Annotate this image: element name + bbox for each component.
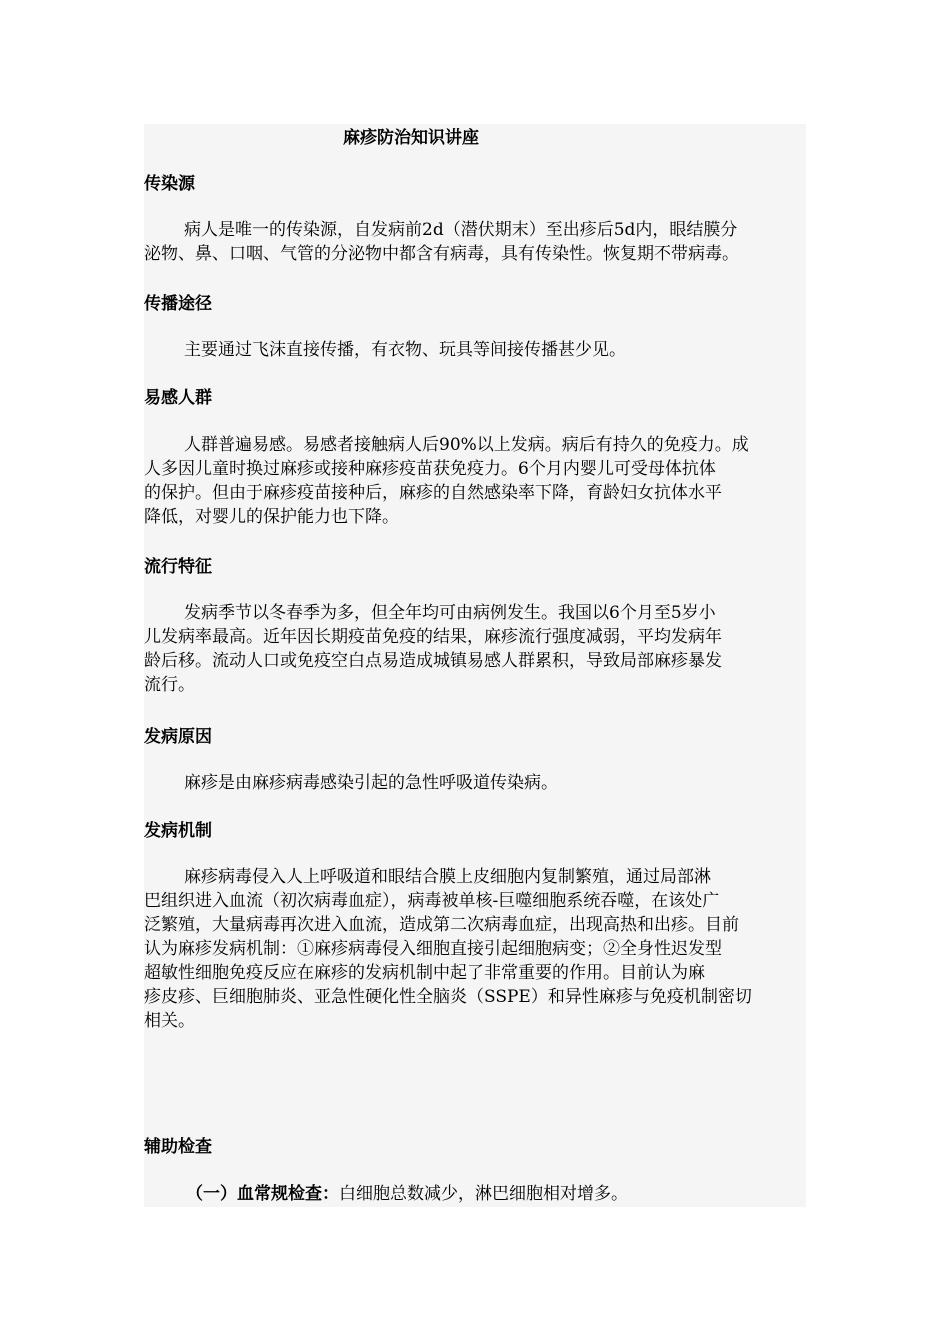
paragraph-line: 流行。 <box>144 675 195 695</box>
paragraph-line: 疹皮疹、巨细胞肺炎、亚急性硬化性全脑炎（SSPE）和异性麻疹与免疫机制密切 <box>144 987 752 1007</box>
section-paragraph-source <box>144 218 806 266</box>
section-paragraph-epidemic <box>144 601 806 697</box>
paragraph-line: 儿发病率最高。近年因长期疫苗免疫的结果，麻疹流行强度减弱，平均发病年 <box>144 627 722 647</box>
paragraph-line: 主要通过飞沫直接传播，有衣物、玩具等间接传播甚少见。 <box>184 340 626 360</box>
section-heading-auxiliary-exam: 辅助检查 <box>144 1137 212 1157</box>
section-heading-source: 传染源 <box>144 174 195 194</box>
paragraph-line: 的保护。但由于麻疹疫苗接种后，麻疹的自然感染率下降，育龄妇女抗体水平 <box>144 483 722 503</box>
section-heading-mechanism: 发病机制 <box>144 821 212 841</box>
section-paragraph-cause <box>144 771 806 795</box>
paragraph-line: 超敏性细胞免疫反应在麻疹的发病机制中起了非常重要的作用。目前认为麻 <box>144 963 705 983</box>
section-heading-epidemic: 流行特征 <box>144 557 212 577</box>
paragraph-line: 相关。 <box>144 1011 195 1031</box>
paragraph-line: 发病季节以冬春季为多，但全年均可由病例发生。我国以6个月至5岁小 <box>184 603 716 623</box>
section-heading-cause: 发病原因 <box>144 727 212 747</box>
section-heading-susceptible: 易感人群 <box>144 388 212 408</box>
blood-routine-label: （一）血常规检查： <box>186 1184 339 1204</box>
paragraph-line <box>144 1182 806 1206</box>
section-paragraph-auxiliary-exam <box>144 1182 806 1206</box>
paragraph-line: 泛繁殖，大量病毒再次进入血流，造成第二次病毒血症，出现高热和出疹。目前 <box>144 915 739 935</box>
paragraph-line: 巴组织进入血流（初次病毒血症），病毒被单核-巨噬细胞系统吞噬，在该处广 <box>144 891 720 911</box>
section-paragraph-mechanism <box>144 865 806 1033</box>
paragraph-line: 人群普遍易感。易感者接触病人后90%以上发病。病后有持久的免疫力。成 <box>184 435 749 455</box>
document-title: 麻疹防治知识讲座 <box>343 128 479 148</box>
paragraph-line: 麻疹病毒侵入人上呼吸道和眼结合膜上皮细胞内复制繁殖，通过局部淋 <box>184 867 711 887</box>
section-paragraph-susceptible <box>144 433 806 529</box>
paragraph-line: 病人是唯一的传染源，自发病前2d（潜伏期末）至出疹后5d内，眼结膜分 <box>184 220 738 240</box>
blood-routine-text: 白细胞总数减少，淋巴细胞相对增多。 <box>339 1184 628 1204</box>
paragraph-line: 泌物、鼻、口咽、气管的分泌物中都含有病毒，具有传染性。恢复期不带病毒。 <box>144 244 739 264</box>
section-heading-transmission: 传播途径 <box>144 294 212 314</box>
section-paragraph-transmission <box>144 338 806 362</box>
paragraph-line: 降低，对婴儿的保护能力也下降。 <box>144 507 399 527</box>
paragraph-line: 麻疹是由麻疹病毒感染引起的急性呼吸道传染病。 <box>184 773 558 793</box>
paragraph-line: 认为麻疹发病机制：①麻疹病毒侵入细胞直接引起细胞病变；②全身性迟发型 <box>144 939 722 959</box>
paragraph-line: 龄后移。流动人口或免疫空白点易造成城镇易感人群累积，导致局部麻疹暴发 <box>144 651 722 671</box>
paragraph-line: 人多因儿童时换过麻疹或接种麻疹疫苗获免疫力。6个月内婴儿可受母体抗体 <box>144 459 716 479</box>
